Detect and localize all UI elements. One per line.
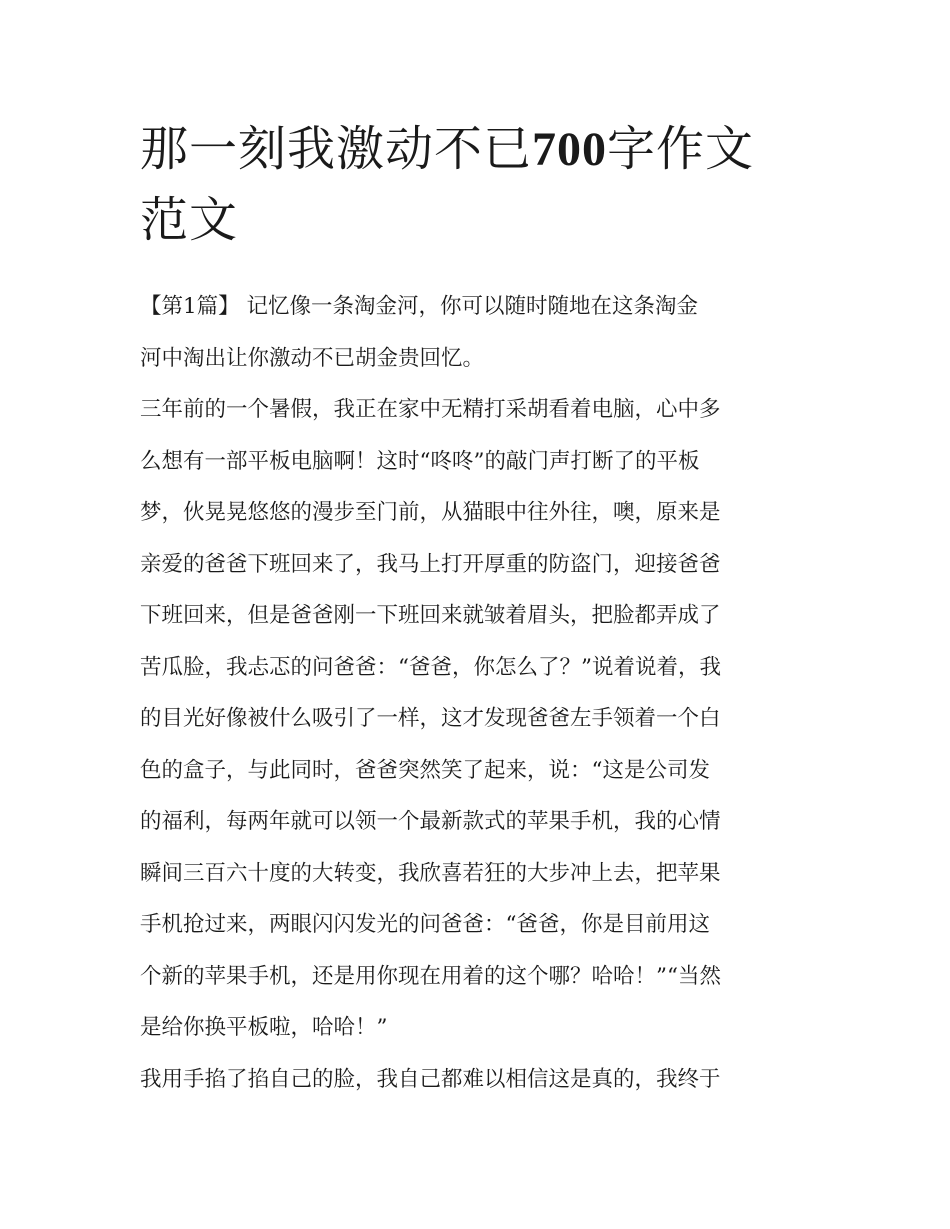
text-line: 亲爱的爸爸下班回来了，我马上打开厚重的防盗门，迎接爸爸: [140, 551, 721, 577]
paragraph: [140, 384, 830, 1054]
text-line: 个新的苹果手机，还是用你现在用着的这个哪？哈哈！”“当然: [140, 963, 721, 989]
paragraph: [140, 1054, 830, 1106]
text-line: 【第1篇】 记忆像一条淘金河，你可以随时随地在这条淘金: [140, 294, 699, 319]
title-line-2: 范文: [140, 192, 239, 248]
text-line: 苦瓜脸，我忐忑的问爸爸：“爸爸，你怎么了？”说着说着，我: [140, 654, 721, 680]
text-line: 梦，伙晃晃悠悠的漫步至门前，从猫眼中往外往，噢，原来是: [140, 500, 721, 525]
title-number: 700: [532, 123, 608, 176]
paragraph: [140, 281, 830, 384]
document-title: [140, 114, 830, 256]
text-line: 下班回来，但是爸爸刚一下班回来就皱着眉头，把脸都弄成了: [140, 603, 721, 628]
title-part-1: 那一刻我激动不已: [140, 121, 533, 177]
text-line: 手机抢过来，两眼闪闪发光的问爸爸：“爸爸，你是目前用这: [140, 912, 710, 937]
document-body: [140, 281, 830, 1105]
text-line: 是给你换平板啦，哈哈！”: [140, 1015, 388, 1040]
text-line: 我用手掐了掐自己的脸，我自己都难以相信这是真的，我终于: [140, 1066, 721, 1092]
text-line: 色的盒子，与此同时，爸爸突然笑了起来，说：“这是公司发: [140, 757, 710, 783]
title-part-2: 字作文: [607, 121, 755, 177]
text-line: 么想有一部平板电脑啊！这时“咚咚”的敲门声打断了的平板: [140, 448, 700, 474]
text-line: 河中淘出让你激动不已胡金贵回忆。: [140, 345, 485, 371]
text-line: 三年前的一个暑假，我正在家中无精打采胡看着电脑，心中多: [140, 397, 721, 422]
text-line: 瞬间三百六十度的大转变，我欣喜若狂的大步冲上去，把苹果: [140, 860, 721, 886]
text-line: 的福利，每两年就可以领一个最新款式的苹果手机，我的心情: [140, 809, 721, 834]
text-line: 的目光好像被什么吸引了一样，这才发现爸爸左手领着一个白: [140, 706, 721, 731]
